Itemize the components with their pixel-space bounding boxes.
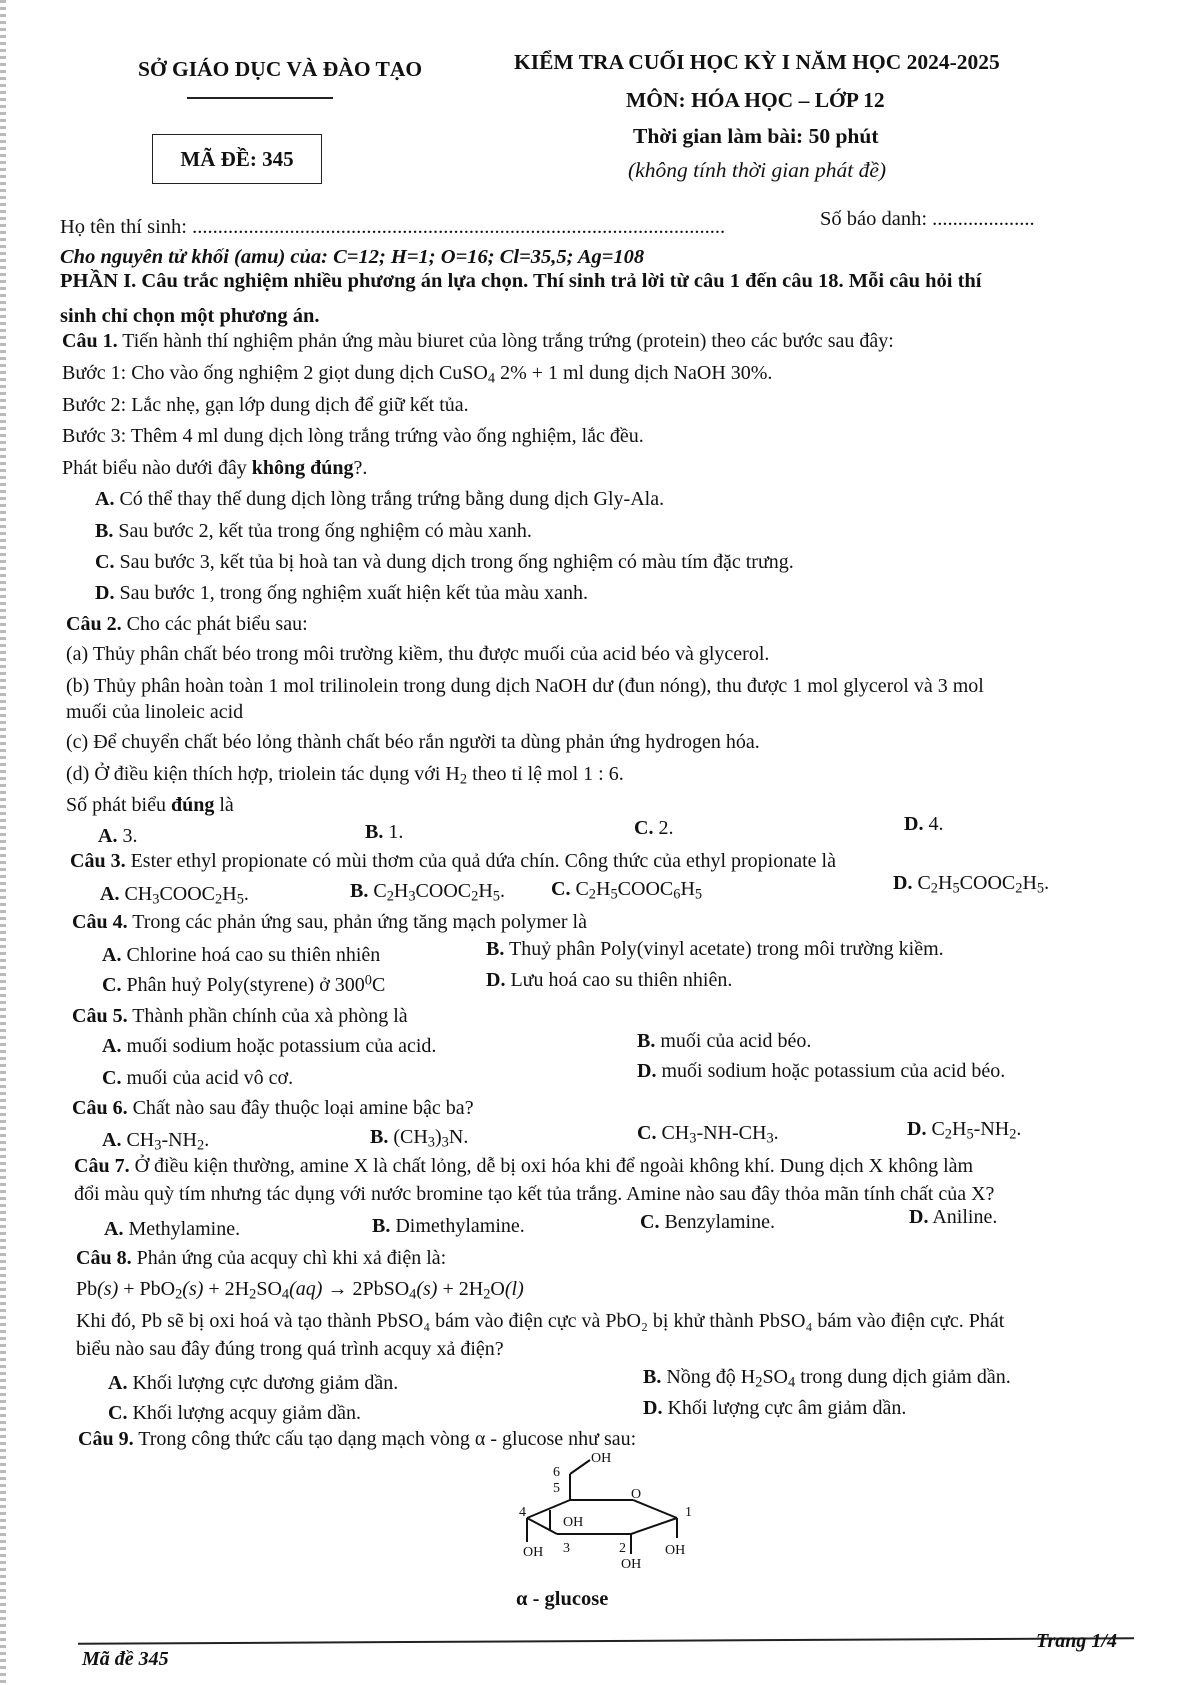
- q7-option-d[interactable]: [909, 1206, 997, 1229]
- q6-stem: [72, 1097, 474, 1120]
- q1-ask: [62, 457, 367, 480]
- q2-statement-d: (d) Ở điều kiện thích hợp, triolein tác dụng với $H_2$ theo tỉ lệ mol 1 : 6.: [66, 763, 624, 788]
- q9-number: Câu 9.: [78, 1428, 134, 1450]
- svg-text:4: 4: [519, 1505, 526, 1520]
- footer-rule: [78, 1637, 1134, 1644]
- q8-option-a[interactable]: [108, 1372, 398, 1395]
- q8-stem: [76, 1247, 446, 1270]
- q4-option-c-text: Phân huỷ Poly(styrene) ở 300: [126, 974, 365, 996]
- option-label: D.: [909, 1206, 929, 1228]
- q1-ask-a: Phát biểu nào dưới đây: [62, 457, 247, 479]
- q2-d-a: (d) Ở điều kiện thích hợp, triolein tác dụng với H: [66, 763, 460, 785]
- option-label: A.: [102, 1129, 122, 1151]
- q8-text: Phản ứng của acquy chì khi xả điện là:: [136, 1247, 447, 1269]
- q3-stem: [70, 850, 836, 873]
- q5-option-b-text: muối của acid béo.: [660, 1030, 812, 1052]
- q5-option-c-text: muối của acid vô cơ.: [126, 1067, 294, 1089]
- q4-stem: [72, 911, 587, 934]
- q7-option-b[interactable]: [372, 1215, 525, 1238]
- scan-edge: [0, 0, 6, 1685]
- q2-statement-b-line1: (b) Thủy phân hoàn toàn 1 mol trilinolein trong dung dịch NaOH dư (đun nóng), thu được 1 mol glycerol và 3 mol: [66, 675, 984, 697]
- q4-option-c-unit: C: [372, 974, 386, 996]
- q7-option-a-text: Methylamine.: [128, 1218, 241, 1240]
- q1-stem: [62, 330, 894, 353]
- exam-title: KIỂM TRA CUỐI HỌC KỲ I NĂM HỌC 2024-2025: [514, 50, 1000, 74]
- svg-text:OH: OH: [523, 1545, 544, 1560]
- q1-ask-b: không đúng: [251, 457, 354, 479]
- part1-line1: PHẦN I. Câu trắc nghiệm nhiều phương án lựa chọn. Thí sinh trả lời từ câu 1 đến câu 18. Mỗi câu hỏi thí: [60, 270, 982, 292]
- q7-text-line2: đổi màu quỳ tím nhưng tác dụng với nước bromine tạo kết tủa trắng. Amine nào sau đây thỏa mãn tính chất của X?: [74, 1183, 995, 1205]
- q4-option-d[interactable]: [486, 969, 732, 992]
- q1-option-b-text: Sau bước 2, kết tủa trong ống nghiệm có màu xanh.: [118, 520, 532, 542]
- q2-option-c[interactable]: [634, 817, 673, 840]
- q8-option-a-text: Khối lượng cực dương giảm dần.: [132, 1372, 399, 1394]
- option-label: B.: [643, 1366, 662, 1388]
- option-label: A.: [102, 1035, 122, 1057]
- q1-option-d[interactable]: [95, 582, 588, 605]
- q2-text: Cho các phát biểu sau:: [126, 613, 308, 635]
- q7-stem: [74, 1155, 973, 1178]
- svg-text:OH: OH: [621, 1557, 642, 1568]
- alpha-glucose-structure: [505, 1448, 705, 1568]
- part1-line2: sinh chỉ chọn một phương án.: [60, 305, 320, 327]
- q4-text: Trong các phản ứng sau, phản ứng tăng mạch polymer là: [132, 911, 587, 933]
- q6-option-c[interactable]: C. $CH_3-NH-CH_3$.: [637, 1122, 779, 1147]
- q7-option-b-text: Dimethylamine.: [395, 1215, 525, 1237]
- option-label: A.: [104, 1218, 124, 1240]
- q2-option-c-text: 2.: [658, 817, 674, 839]
- q2-ask-b: đúng: [171, 794, 215, 816]
- option-label: C.: [640, 1211, 660, 1233]
- q4-option-d-text: Lưu hoá cao su thiên nhiên.: [510, 969, 733, 991]
- q8-text-line3: biểu nào sau đây đúng trong quá trình acquy xả điện?: [76, 1338, 504, 1360]
- q8-option-d[interactable]: [643, 1397, 906, 1420]
- q1-number: Câu 1.: [62, 330, 118, 352]
- q2-statement-a: (a) Thủy phân chất béo trong môi trường kiềm, thu được muối của acid béo và glycerol.: [66, 643, 770, 665]
- q2-option-a-text: 3.: [122, 825, 138, 847]
- q2-statement-c: (c) Để chuyển chất béo lỏng thành chất béo rắn người ta dùng phản ứng hydrogen hóa.: [66, 731, 760, 753]
- option-label: D.: [643, 1397, 663, 1419]
- svg-text:O: O: [631, 1487, 642, 1502]
- option-label: A.: [100, 883, 120, 905]
- svg-text:2: 2: [619, 1541, 626, 1556]
- department: SỞ GIÁO DỤC VÀ ĐÀO TẠO: [138, 57, 423, 81]
- q4-option-a-text: Chlorine hoá cao su thiên nhiên: [126, 944, 381, 966]
- q2-option-d-text: 4.: [928, 813, 944, 835]
- option-label: C.: [108, 1402, 128, 1424]
- option-label: B.: [372, 1215, 391, 1237]
- q1-option-d-text: Sau bước 1, trong ống nghiệm xuất hiện kết tủa màu xanh.: [119, 582, 588, 604]
- option-label: D.: [904, 813, 924, 835]
- q6-option-b[interactable]: B. $(CH_3)_3N$.: [370, 1126, 469, 1151]
- option-label: B.: [637, 1030, 656, 1052]
- student-name-label: Họ tên thí sinh: ........................................................................................................: [60, 216, 726, 238]
- option-label: C.: [95, 551, 115, 573]
- q2-d-b: theo tỉ lệ mol 1 : 6.: [467, 763, 624, 785]
- q8-option-b[interactable]: B. Nồng độ $H_2SO_4$ trong dung dịch giảm dần.: [643, 1366, 1011, 1391]
- option-label: D.: [637, 1060, 657, 1082]
- q5-option-d-text: muối sodium hoặc potassium của acid béo.: [661, 1060, 1006, 1082]
- svg-text:3: 3: [563, 1541, 570, 1556]
- duration-note: (không tính thời gian phát đề): [628, 158, 887, 182]
- q1-step1-a: Bước 1: Cho vào ống nghiệm 2 giọt dung dịch CuSO: [62, 362, 488, 384]
- q8-option-b-text: Nồng độ H: [666, 1366, 756, 1388]
- option-label: B.: [370, 1126, 389, 1148]
- option-label: C.: [102, 1067, 122, 1089]
- q3-option-a[interactable]: A. $CH_3COOC_2H_5$.: [100, 883, 249, 908]
- q1-step2: Bước 2: Lắc nhẹ, gạn lớp dung dịch để giữ kết tủa.: [62, 394, 469, 416]
- q8-option-b-text2: SO: [762, 1366, 789, 1388]
- option-label: D.: [95, 582, 115, 604]
- q1-option-b[interactable]: [95, 520, 532, 543]
- q6-option-a[interactable]: A. $CH_3-NH_2$.: [102, 1129, 210, 1154]
- option-label: D.: [486, 969, 506, 991]
- svg-text:OH: OH: [665, 1543, 686, 1558]
- q2-option-a[interactable]: [98, 825, 137, 848]
- q2-ask: [66, 794, 234, 817]
- option-label: D.: [893, 872, 913, 894]
- option-label: A.: [102, 944, 122, 966]
- q4-number: Câu 4.: [72, 911, 128, 933]
- q7-text-line1: Ở điều kiện thường, amine X là chất lỏng, dễ bị oxi hóa khi để ngoài không khí. Dung dịch X không làm: [134, 1155, 974, 1177]
- q4-option-b-text: Thuỷ phân Poly(vinyl acetate) trong môi trường kiềm.: [508, 938, 944, 960]
- q3-option-c[interactable]: C. $C_2H_5COOC_6H_5$: [551, 878, 703, 903]
- option-label: B.: [350, 880, 369, 902]
- q7-option-d-text: Aniline.: [932, 1206, 998, 1228]
- subject: MÔN: HÓA HỌC – LỚP 12: [626, 88, 885, 112]
- header-underline: [187, 97, 333, 99]
- q5-option-a-text: muối sodium hoặc potassium của acid.: [126, 1035, 437, 1057]
- svg-text:OH: OH: [563, 1515, 584, 1530]
- q1-step3: Bước 3: Thêm 4 ml dung dịch lòng trắng trứng vào ống nghiệm, lắc đều.: [62, 425, 644, 447]
- option-label: A.: [95, 488, 115, 510]
- svg-text:5: 5: [553, 1481, 560, 1496]
- q8-text-line2: Khi đó, Pb sẽ bị oxi hoá và tạo thành PbSO₄ bám vào điện cực và PbO₂ bị khử thành PbSO₄ bám vào điện cực. Phát: [76, 1310, 1005, 1332]
- option-label: B.: [95, 520, 114, 542]
- q6-text: Chất nào sau đây thuộc loại amine bậc ba?: [132, 1097, 474, 1119]
- q2-stem: [66, 613, 308, 636]
- option-label: A.: [108, 1372, 128, 1394]
- q7-option-c[interactable]: [640, 1211, 775, 1234]
- q5-option-b[interactable]: [637, 1030, 811, 1053]
- svg-text:6: 6: [553, 1465, 560, 1480]
- q4-option-b[interactable]: [486, 938, 944, 961]
- exam-code-box: MÃ ĐỀ: 345: [152, 134, 322, 184]
- footer-exam-code: Mã đề 345: [82, 1648, 169, 1670]
- q4-option-c[interactable]: C. Phân huỷ Poly(styrene) ở $300^0C$: [102, 972, 386, 996]
- q7-number: Câu 7.: [74, 1155, 130, 1177]
- q7-option-a[interactable]: [104, 1218, 240, 1241]
- q8-equation: $Pb(s) + PbO_2(s) + 2H_2SO_4(aq)$ → 2PbSO$_4$(s) + $2H_2O(l)$: [76, 1278, 524, 1303]
- q2-number: Câu 2.: [66, 613, 122, 635]
- q1-step1-b: 2% + 1 ml dung dịch NaOH 30%.: [495, 362, 773, 384]
- q6-option-d[interactable]: D. $C_2H_5-NH_2$.: [907, 1118, 1022, 1143]
- q5-stem: [72, 1005, 408, 1028]
- q2-option-b-text: 1.: [388, 821, 404, 843]
- student-id-label: Số báo danh: ....................: [820, 208, 1035, 230]
- q2-ask-a: Số phát biểu: [66, 794, 166, 816]
- option-label: B.: [365, 821, 384, 843]
- q7-option-c-text: Benzylamine.: [664, 1211, 775, 1233]
- q5-option-d[interactable]: [637, 1060, 1005, 1083]
- q8-option-c[interactable]: [108, 1402, 361, 1425]
- q5-option-c[interactable]: [102, 1067, 293, 1090]
- q2-ask-c: là: [219, 794, 234, 816]
- q1-ask-c: ?.: [353, 457, 368, 479]
- q1-option-c-text: Sau bước 3, kết tủa bị hoà tan và dung dịch trong ống nghiệm có màu tím đặc trưng.: [119, 551, 794, 573]
- svg-text:OH: OH: [591, 1451, 612, 1466]
- q8-option-d-text: Khối lượng cực âm giảm dần.: [667, 1397, 907, 1419]
- option-label: B.: [486, 938, 505, 960]
- option-label: A.: [98, 825, 118, 847]
- q3-text: Ester ethyl propionate có mùi thơm của quả dứa chín. Công thức của ethyl propionate là: [130, 850, 836, 872]
- q9-text: Trong công thức cấu tạo dạng mạch vòng α - glucose như sau:: [138, 1428, 637, 1450]
- q2-option-b[interactable]: [365, 821, 403, 844]
- q5-text: Thành phần chính của xà phòng là: [132, 1005, 408, 1027]
- q1-step1: Bước 1: Cho vào ống nghiệm 2 giọt dung dịch CuSO$_4$ 2% + 1 ml dung dịch NaOH 30%.: [62, 362, 773, 387]
- q5-number: Câu 5.: [72, 1005, 128, 1027]
- q8-number: Câu 8.: [76, 1247, 132, 1269]
- option-label: C.: [637, 1122, 657, 1144]
- q3-option-d[interactable]: D. $C_2H_5COOC_2H_5$.: [893, 872, 1050, 897]
- q8-option-b-text3: trong dung dịch giảm dần.: [795, 1366, 1011, 1388]
- q1-option-c[interactable]: [95, 551, 794, 574]
- q1-text: Tiến hành thí nghiệm phản ứng màu biuret của lòng trắng trứng (protein) theo các bước sau đây:: [122, 330, 894, 352]
- atomic-masses: Cho nguyên tử khối (amu) của: C=12; H=1; O=16; Cl=35,5; Ag=108: [60, 246, 645, 268]
- q2-option-d[interactable]: [904, 813, 943, 836]
- duration: Thời gian làm bài: 50 phút: [633, 124, 879, 148]
- option-label: D.: [907, 1118, 927, 1140]
- glucose-caption: α - glucose: [516, 1588, 609, 1610]
- q4-option-a[interactable]: [102, 944, 380, 967]
- footer-page-number: Trang 1/4: [1036, 1630, 1117, 1652]
- q8-option-c-text: Khối lượng acquy giảm dần.: [132, 1402, 362, 1424]
- q1-option-a-text: Có thể thay thế dung dịch lòng trắng trứng bằng dung dịch Gly-Ala.: [119, 488, 665, 510]
- option-label: C.: [551, 878, 571, 900]
- option-label: C.: [102, 974, 122, 996]
- q6-number: Câu 6.: [72, 1097, 128, 1119]
- q1-option-a[interactable]: [95, 488, 664, 511]
- option-label: C.: [634, 817, 654, 839]
- q3-option-b[interactable]: B. $C_2H_3COOC_2H_5$.: [350, 880, 505, 905]
- q2-statement-b-line2: muối của linoleic acid: [66, 701, 244, 723]
- q5-option-a[interactable]: [102, 1035, 436, 1058]
- q3-number: Câu 3.: [70, 850, 126, 872]
- svg-text:1: 1: [685, 1505, 692, 1520]
